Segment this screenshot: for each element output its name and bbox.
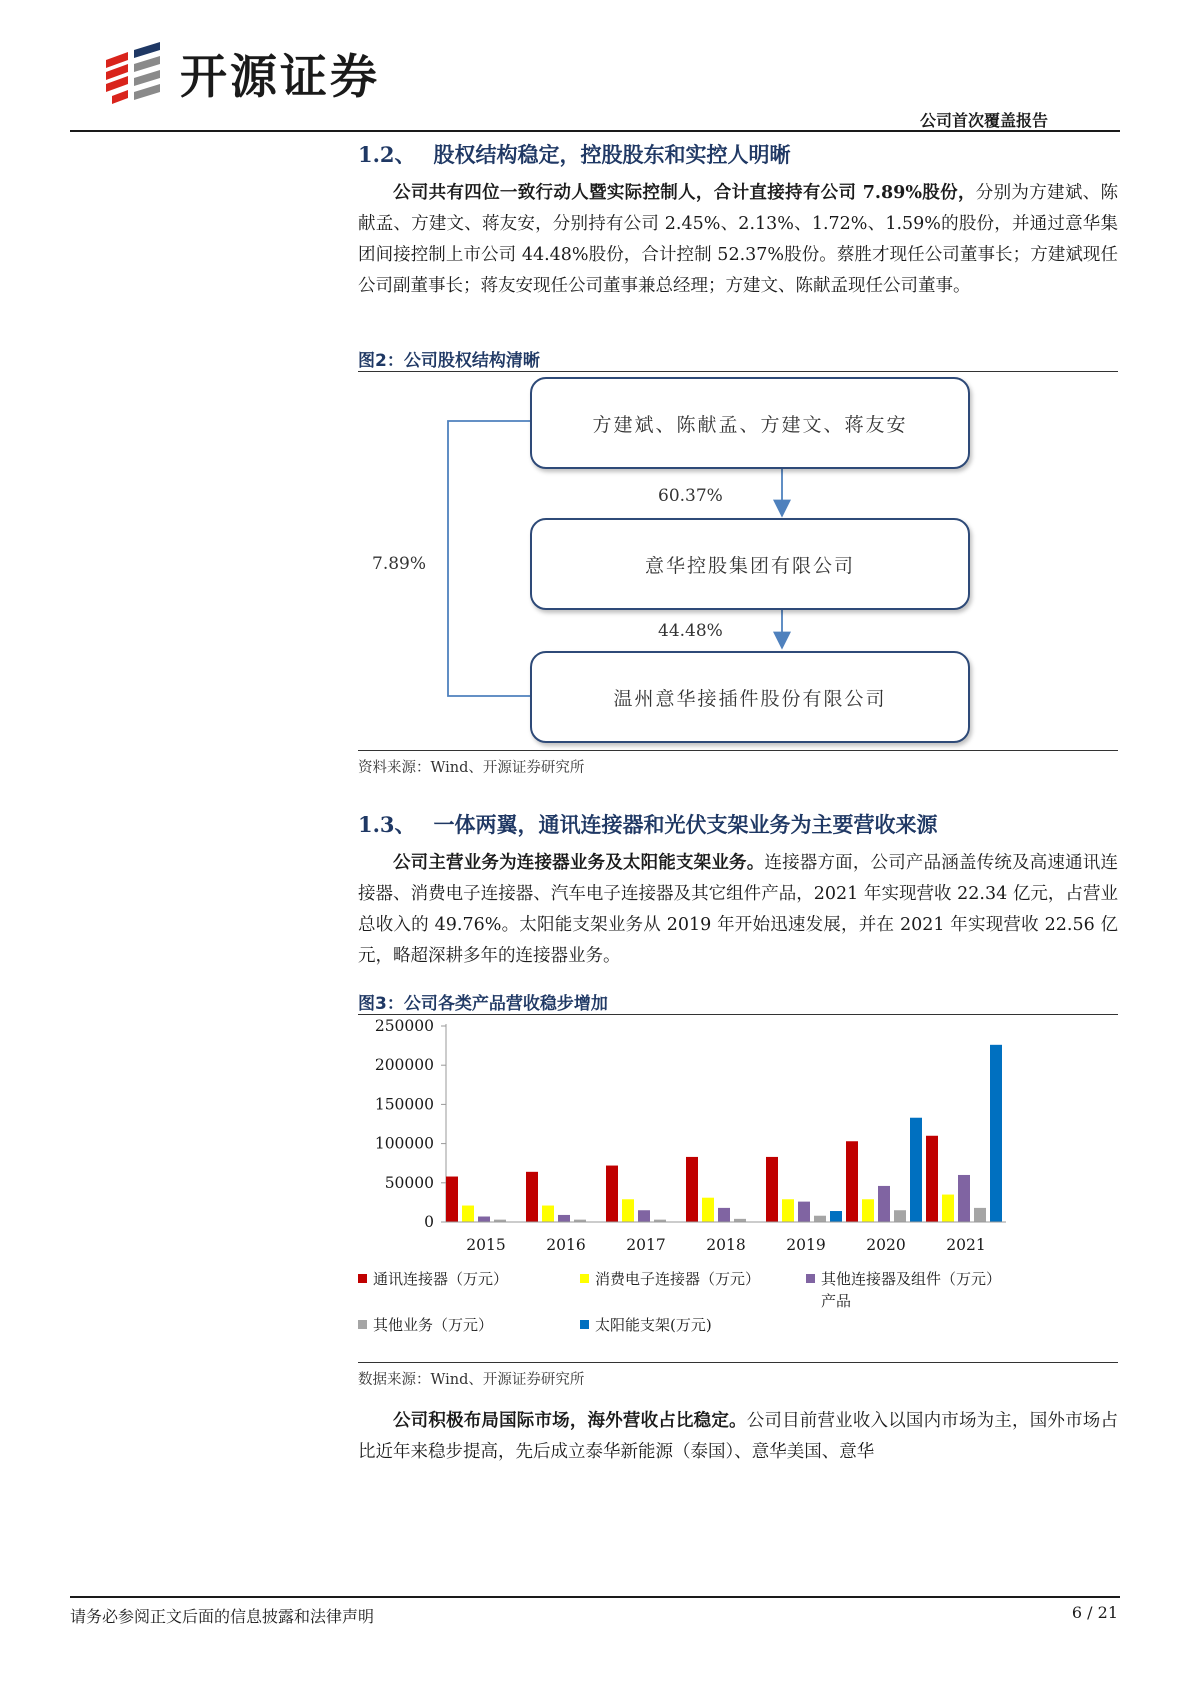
section-title-1-2	[358, 139, 1118, 169]
y-tick-label: 100000	[374, 1134, 434, 1153]
x-tick-label: 2016	[546, 1236, 586, 1254]
bar	[846, 1141, 858, 1222]
bar	[974, 1208, 986, 1222]
x-tick-label: 2019	[786, 1236, 826, 1254]
bar	[638, 1210, 650, 1222]
y-tick-label: 150000	[374, 1095, 434, 1114]
revenue-bar-chart	[358, 1016, 1118, 1266]
bar	[718, 1208, 730, 1222]
bar-group	[446, 1045, 1002, 1222]
legend-label: 其他连接器及组件（万元）	[821, 1270, 1002, 1288]
bar	[894, 1210, 906, 1222]
section-heading: 一体两翼，通讯连接器和光伏支架业务为主要营收来源	[433, 813, 938, 837]
ownership-org-chart	[358, 372, 1118, 750]
bar	[606, 1166, 618, 1222]
bar	[478, 1217, 490, 1222]
y-tick-label: 200000	[374, 1056, 434, 1075]
brand-logo	[98, 38, 380, 108]
legend-swatch	[358, 1274, 367, 1283]
legend-item-other-business	[358, 1314, 493, 1335]
bar	[990, 1045, 1002, 1222]
y-axis	[375, 1017, 446, 1231]
bar	[766, 1157, 778, 1222]
legend-label: 消费电子连接器（万元）	[595, 1270, 761, 1288]
header-divider	[70, 130, 1120, 132]
x-tick-label: 2020	[866, 1236, 906, 1254]
paragraph-body: 公司目前营业收入以国内市场为主，国外市场占比近年来稳步提高，先后成立泰华新能源（泰国）、意华美国、意华	[358, 1411, 1118, 1462]
figure-3-bottom-rule	[358, 1362, 1118, 1363]
legend-item-telecom-connector	[358, 1268, 508, 1289]
brand-name: 开源证券	[180, 49, 380, 105]
bar	[558, 1215, 570, 1222]
legend-label: 通讯连接器（万元）	[373, 1270, 509, 1288]
bar	[942, 1195, 954, 1222]
bar	[462, 1206, 474, 1222]
legend-label-wrap	[821, 1268, 1001, 1312]
org-box-controllers: 方建斌、陈献孟、方建文、蒋友安	[530, 377, 970, 469]
bar	[862, 1199, 874, 1222]
legend-swatch	[580, 1320, 589, 1329]
bar	[526, 1172, 538, 1222]
org-box-listed-company: 温州意华接插件股份有限公司	[530, 651, 970, 743]
x-axis	[446, 1222, 1006, 1254]
y-tick-label: 50000	[384, 1173, 434, 1192]
legend-item-other-connector	[806, 1268, 1001, 1312]
x-tick-label: 2017	[626, 1236, 666, 1254]
bar	[782, 1199, 794, 1222]
footer-disclaimer: 请务必参阅正文后面的信息披露和法律声明	[70, 1607, 375, 1626]
figure-2-source: 资料来源：Wind、开源证券研究所	[358, 760, 585, 776]
bar	[686, 1157, 698, 1222]
legend-label-line2: 产品	[821, 1292, 852, 1310]
bar	[926, 1136, 938, 1222]
brand-emblem-icon	[98, 42, 166, 104]
pct-direct: 7.89%	[372, 554, 427, 574]
legend-label: 太阳能支架(万元)	[595, 1316, 712, 1334]
bar	[814, 1216, 826, 1222]
paragraph-lead: 公司主营业务为连接器业务及太阳能支架业务。	[393, 853, 765, 873]
bar	[798, 1202, 810, 1222]
paragraph-body: 连接器方面，公司产品涵盖传统及高速通讯连接器、消费电子连接器、汽车电子连接器及其它组件产品，2021 年实现营收 22.34 亿元，占营业总收入的 49.76%。太阳能支架业务从 2019 年开始迅速发展，并在 2021 年实现营收 22.56 亿元，略超深耕多年的连接器业务。	[358, 853, 1118, 966]
figure-2-bottom-rule	[358, 750, 1118, 751]
legend-item-consumer-connector	[580, 1268, 760, 1289]
footer-divider	[70, 1596, 1120, 1598]
figure-3-title: 图3：公司各类产品营收稳步增加	[358, 994, 608, 1014]
report-type: 公司首次覆盖报告	[919, 111, 1048, 130]
legend-label: 其他业务（万元）	[373, 1316, 494, 1334]
bar	[830, 1211, 842, 1222]
paragraph-lead: 公司积极布局国际市场，海外营收占比稳定。	[393, 1411, 747, 1431]
bar	[542, 1206, 554, 1222]
legend-swatch	[580, 1274, 589, 1283]
paragraph-body: 分别为方建斌、陈献孟、方建文、蒋友安，分别持有公司 2.45%、2.13%、1.72%、1.59%的股份，并通过意华集团间接控制上市公司 44.48%股份，合计控制 52.37%股份。蔡胜才现任公司董事长；方建斌现任公司副董事长；蒋友安现任公司董事兼总经理；方建文、陈献孟现任公司董事。	[358, 183, 1119, 296]
paragraph-international	[358, 1406, 1118, 1468]
bar	[622, 1199, 634, 1222]
page-number: 6 / 21	[1071, 1603, 1118, 1622]
paragraph-business	[358, 848, 1118, 972]
paragraph-ownership	[358, 178, 1118, 302]
legend-swatch	[358, 1320, 367, 1329]
x-tick-label: 2015	[466, 1236, 506, 1254]
section-title-1-3	[358, 809, 1118, 839]
bar	[702, 1198, 714, 1222]
y-tick-label: 250000	[374, 1017, 434, 1035]
pct-mid-to-bottom: 44.48%	[658, 621, 723, 641]
x-tick-label: 2018	[706, 1236, 746, 1254]
bar	[910, 1118, 922, 1222]
figure-2-title: 图2：公司股权结构清晰	[358, 351, 540, 371]
legend-swatch	[806, 1274, 815, 1283]
legend-item-solar-mount	[580, 1314, 712, 1335]
section-heading: 股权结构稳定，控股股东和实控人明晰	[433, 143, 791, 167]
pct-top-to-mid: 60.37%	[658, 486, 723, 506]
paragraph-lead: 公司共有四位一致行动人暨实际控制人，合计直接持有公司 7.89%股份，	[393, 183, 976, 203]
x-tick-label: 2021	[946, 1236, 986, 1254]
bar	[958, 1175, 970, 1222]
figure-3-top-rule	[358, 1014, 1118, 1015]
section-number: 1.2、	[358, 142, 416, 167]
section-number: 1.3、	[358, 812, 416, 837]
bar	[878, 1186, 890, 1222]
y-tick-label: 0	[424, 1213, 434, 1231]
bar	[446, 1177, 458, 1222]
chart-legend	[358, 1268, 1118, 1338]
org-box-holding-group: 意华控股集团有限公司	[530, 518, 970, 610]
figure-3-source: 数据来源：Wind、开源证券研究所	[358, 1372, 585, 1388]
